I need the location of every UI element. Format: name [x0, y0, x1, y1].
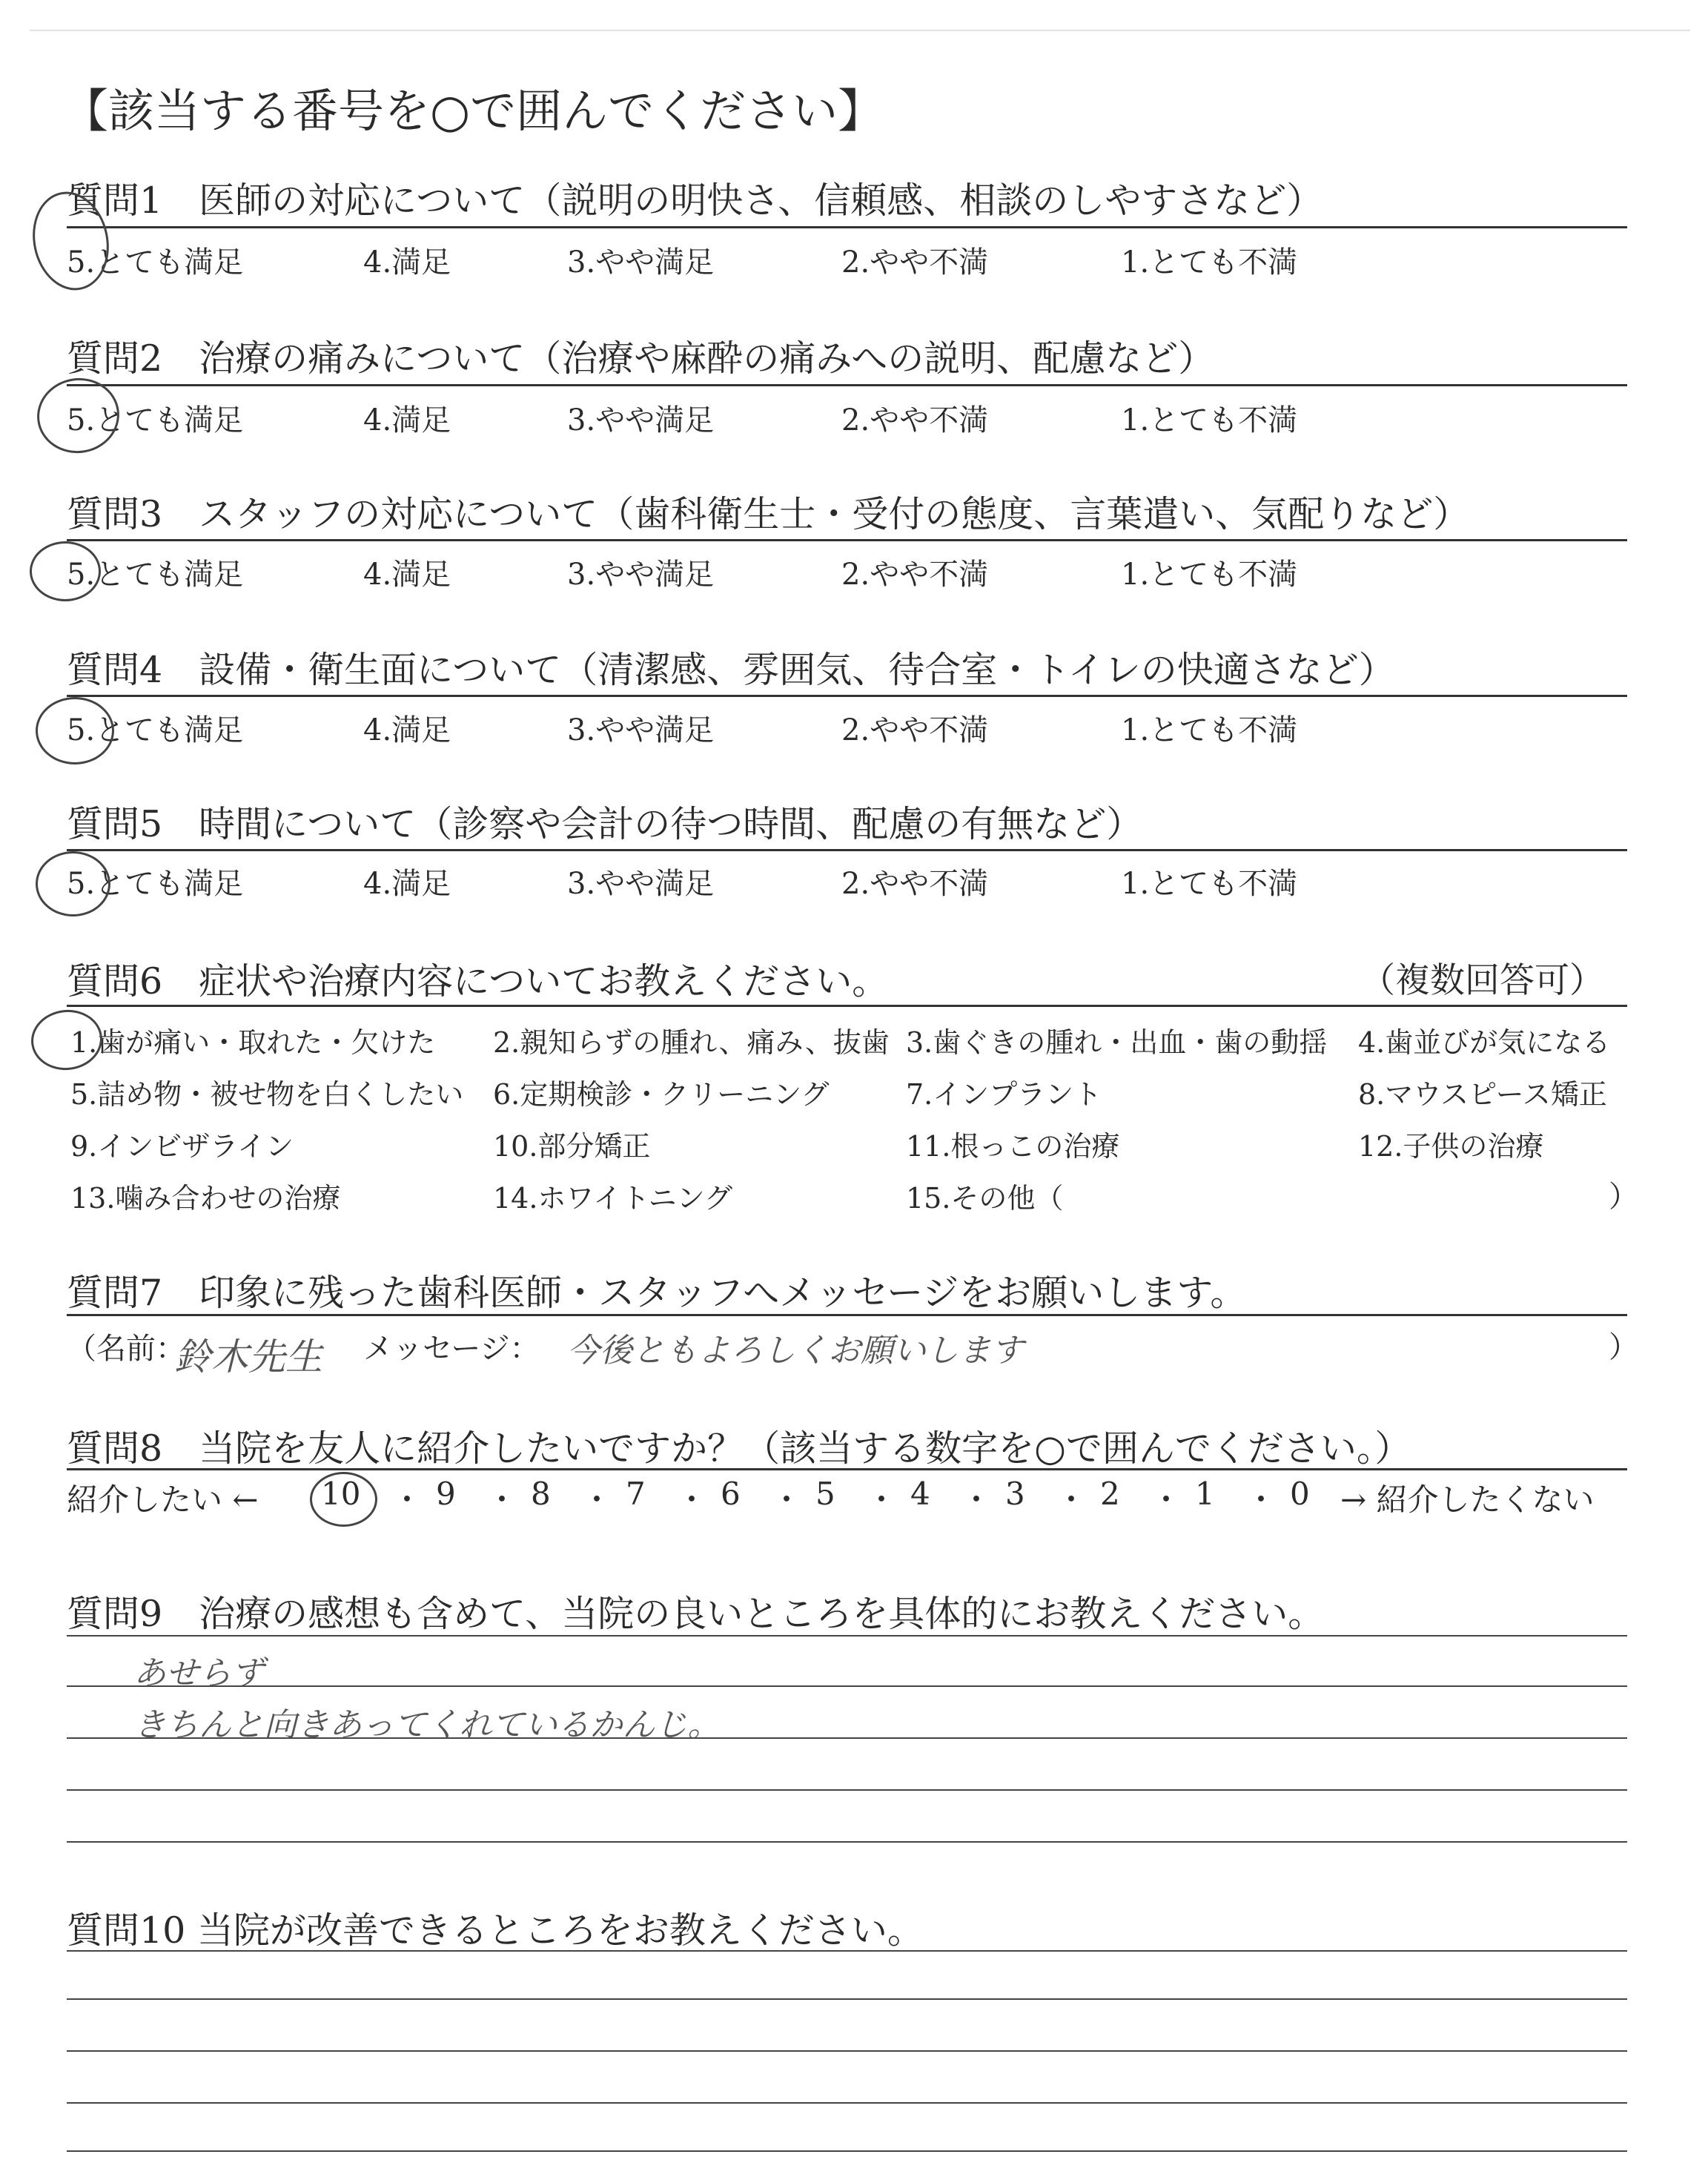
q10-title: 質問10 当院が改善できるところをお教えください。 — [67, 1909, 924, 1952]
q4-rule — [67, 695, 1627, 697]
q3-option-5[interactable]: 5.とても満足 — [67, 558, 244, 592]
q6-multiple-note: （複数回答可） — [1360, 960, 1604, 1001]
q5-selection-circle — [36, 851, 110, 916]
q4-option-4[interactable]: 4.満足 — [363, 713, 451, 747]
q8-separator: ・ — [961, 1482, 993, 1518]
q6-option-11[interactable]: 11.根っこの治療 — [906, 1130, 1120, 1163]
q9-line-4 — [67, 1789, 1627, 1791]
q10-line-1 — [67, 1950, 1627, 1952]
q3-rule — [67, 539, 1627, 541]
q1-option-3[interactable]: 3.やや満足 — [567, 245, 715, 280]
q8-title: 質問8 当院を友人に紹介したいですか？（該当する数字を○で囲んでください。） — [67, 1427, 1411, 1470]
q1-rule — [67, 226, 1627, 228]
q5-option-3[interactable]: 3.やや満足 — [567, 867, 715, 901]
q7-message-value[interactable]: 今後ともよろしくお願いします — [567, 1332, 1024, 1370]
q6-selection-circle — [28, 1006, 105, 1074]
q8-separator: ・ — [1056, 1482, 1088, 1518]
q8-left-label: 紹介したい ← — [67, 1482, 259, 1518]
q5-option-2[interactable]: 2.やや不満 — [841, 867, 989, 901]
q6-option-14[interactable]: 14.ホワイトニング — [493, 1182, 733, 1215]
q3-option-1[interactable]: 1.とても不満 — [1121, 558, 1298, 592]
q5-option-4[interactable]: 4.満足 — [363, 867, 451, 901]
q10-line-5 — [67, 2150, 1627, 2152]
q7-title: 質問7 印象に残った歯科医師・スタッフへメッセージをお願いします。 — [67, 1272, 1247, 1314]
q4-option-1[interactable]: 1.とても不満 — [1121, 713, 1298, 747]
q8-separator: ・ — [391, 1482, 423, 1518]
q8-value-1[interactable]: 1 — [1195, 1476, 1215, 1512]
q8-right-label: → 紹介したくない — [1340, 1482, 1595, 1518]
q7-name-value[interactable]: 鈴木先生 — [174, 1335, 322, 1378]
q6-option-1[interactable]: 1.歯が痛い・取れた・欠けた — [70, 1026, 436, 1059]
q10-line-2 — [67, 1998, 1627, 2000]
q9-line-2 — [67, 1685, 1627, 1687]
q6-rule — [67, 1005, 1627, 1007]
q10-line-3 — [67, 2050, 1627, 2052]
q8-value-10[interactable]: 10 — [321, 1476, 361, 1512]
q8-value-8[interactable]: 8 — [531, 1476, 551, 1512]
page-header: 【該当する番号を○で囲んでください】 — [62, 84, 884, 138]
q8-separator: ・ — [1245, 1482, 1277, 1518]
q4-option-3[interactable]: 3.やや満足 — [567, 713, 715, 747]
q9-answer-line-1[interactable]: あせらず — [133, 1654, 264, 1692]
q2-option-5[interactable]: 5.とても満足 — [67, 403, 244, 437]
q3-option-4[interactable]: 4.満足 — [363, 558, 451, 592]
q6-option-5[interactable]: 5.詰め物・被せ物を白くしたい — [70, 1078, 464, 1111]
q4-option-2[interactable]: 2.やや不満 — [841, 713, 989, 747]
q8-separator: ・ — [1151, 1482, 1182, 1518]
q6-option-6[interactable]: 6.定期検診・クリーニング — [493, 1078, 830, 1111]
q3-title: 質問3 スタッフの対応について（歯科衛生士・受付の態度、言葉遣い、気配りなど） — [67, 493, 1470, 535]
q8-value-4[interactable]: 4 — [910, 1476, 930, 1512]
q6-option-15[interactable]: 15.その他（ — [906, 1182, 1064, 1215]
q1-option-4[interactable]: 4.満足 — [363, 245, 451, 280]
q8-value-0[interactable]: 0 — [1290, 1476, 1310, 1512]
q8-separator: ・ — [866, 1482, 898, 1518]
q5-option-1[interactable]: 1.とても不満 — [1121, 867, 1298, 901]
q8-separator: ・ — [581, 1482, 613, 1518]
q6-option-2[interactable]: 2.親知らずの腫れ、痛み、抜歯 — [493, 1026, 890, 1059]
q5-title: 質問5 時間について（診察や会計の待つ時間、配慮の有無など） — [67, 803, 1143, 845]
q9-line-3 — [67, 1737, 1627, 1739]
q6-option-13[interactable]: 13.噛み合わせの治療 — [70, 1182, 341, 1215]
q6-option-10[interactable]: 10.部分矯正 — [493, 1130, 651, 1163]
q1-option-1[interactable]: 1.とても不満 — [1121, 245, 1298, 280]
q5-option-5[interactable]: 5.とても満足 — [67, 867, 244, 901]
q9-title: 質問9 治療の感想も含めて、当院の良いところを具体的にお教えください。 — [67, 1593, 1325, 1635]
q6-option-3[interactable]: 3.歯ぐきの腫れ・出血・歯の動揺 — [906, 1026, 1328, 1059]
q8-value-6[interactable]: 6 — [721, 1476, 741, 1512]
q2-option-1[interactable]: 1.とても不満 — [1121, 403, 1298, 437]
q8-selection-circle — [310, 1472, 377, 1527]
q5-rule — [67, 849, 1627, 851]
q8-separator: ・ — [771, 1482, 803, 1518]
q8-rule — [67, 1468, 1627, 1470]
q8-separator: ・ — [676, 1482, 708, 1518]
q3-option-2[interactable]: 2.やや不満 — [841, 558, 989, 592]
q9-line-5 — [67, 1841, 1627, 1843]
q2-option-4[interactable]: 4.満足 — [363, 403, 451, 437]
q7-message-label: メッセージ： — [363, 1332, 540, 1366]
q1-title: 質問1 医師の対応について（説明の明快さ、信頼感、相談のしやすさなど） — [67, 179, 1323, 222]
q3-option-3[interactable]: 3.やや満足 — [567, 558, 715, 592]
q6-option-7[interactable]: 7.インプラント — [906, 1078, 1102, 1111]
q6-option-12[interactable]: 12.子供の治療 — [1358, 1130, 1544, 1163]
q9-line-1 — [67, 1635, 1627, 1636]
q2-option-3[interactable]: 3.やや満足 — [567, 403, 715, 437]
q8-value-5[interactable]: 5 — [815, 1476, 835, 1512]
q7-name-label: （名前： — [67, 1332, 185, 1366]
q6-option-9[interactable]: 9.インビザライン — [70, 1130, 294, 1163]
q2-rule — [67, 384, 1627, 386]
q8-value-2[interactable]: 2 — [1100, 1476, 1120, 1512]
q1-option-2[interactable]: 2.やや不満 — [841, 245, 989, 280]
q1-option-5[interactable]: 5.とても満足 — [67, 245, 244, 280]
top-border — [30, 30, 1690, 31]
q4-title: 質問4 設備・衛生面について（清潔感、雰囲気、待合室・トイレの快適さなど） — [67, 649, 1395, 691]
q9-answer-line-2[interactable]: きちんと向きあってくれているかんじ。 — [133, 1706, 721, 1744]
q4-selection-circle — [36, 697, 114, 764]
q10-line-4 — [67, 2102, 1627, 2104]
q2-option-2[interactable]: 2.やや不満 — [841, 403, 989, 437]
q7-close-paren: ） — [1609, 1330, 1638, 1364]
q6-option-8[interactable]: 8.マウスピース矯正 — [1358, 1078, 1607, 1111]
q6-title: 質問6 症状や治療内容についてお教えください。 — [67, 960, 889, 1003]
q8-separator: ・ — [486, 1482, 518, 1518]
q3-selection-circle — [30, 541, 101, 601]
q2-title: 質問2 治療の痛みについて（治療や麻酔の痛みへの説明、配慮など） — [67, 337, 1215, 380]
q7-rule — [67, 1314, 1627, 1316]
q8-value-9[interactable]: 9 — [436, 1476, 456, 1512]
q8-value-3[interactable]: 3 — [1005, 1476, 1025, 1512]
q6-close-paren: ） — [1609, 1180, 1638, 1214]
q4-option-5[interactable]: 5.とても満足 — [67, 713, 244, 747]
q8-value-7[interactable]: 7 — [626, 1476, 646, 1512]
q6-option-4[interactable]: 4.歯並びが気になる — [1358, 1026, 1611, 1059]
